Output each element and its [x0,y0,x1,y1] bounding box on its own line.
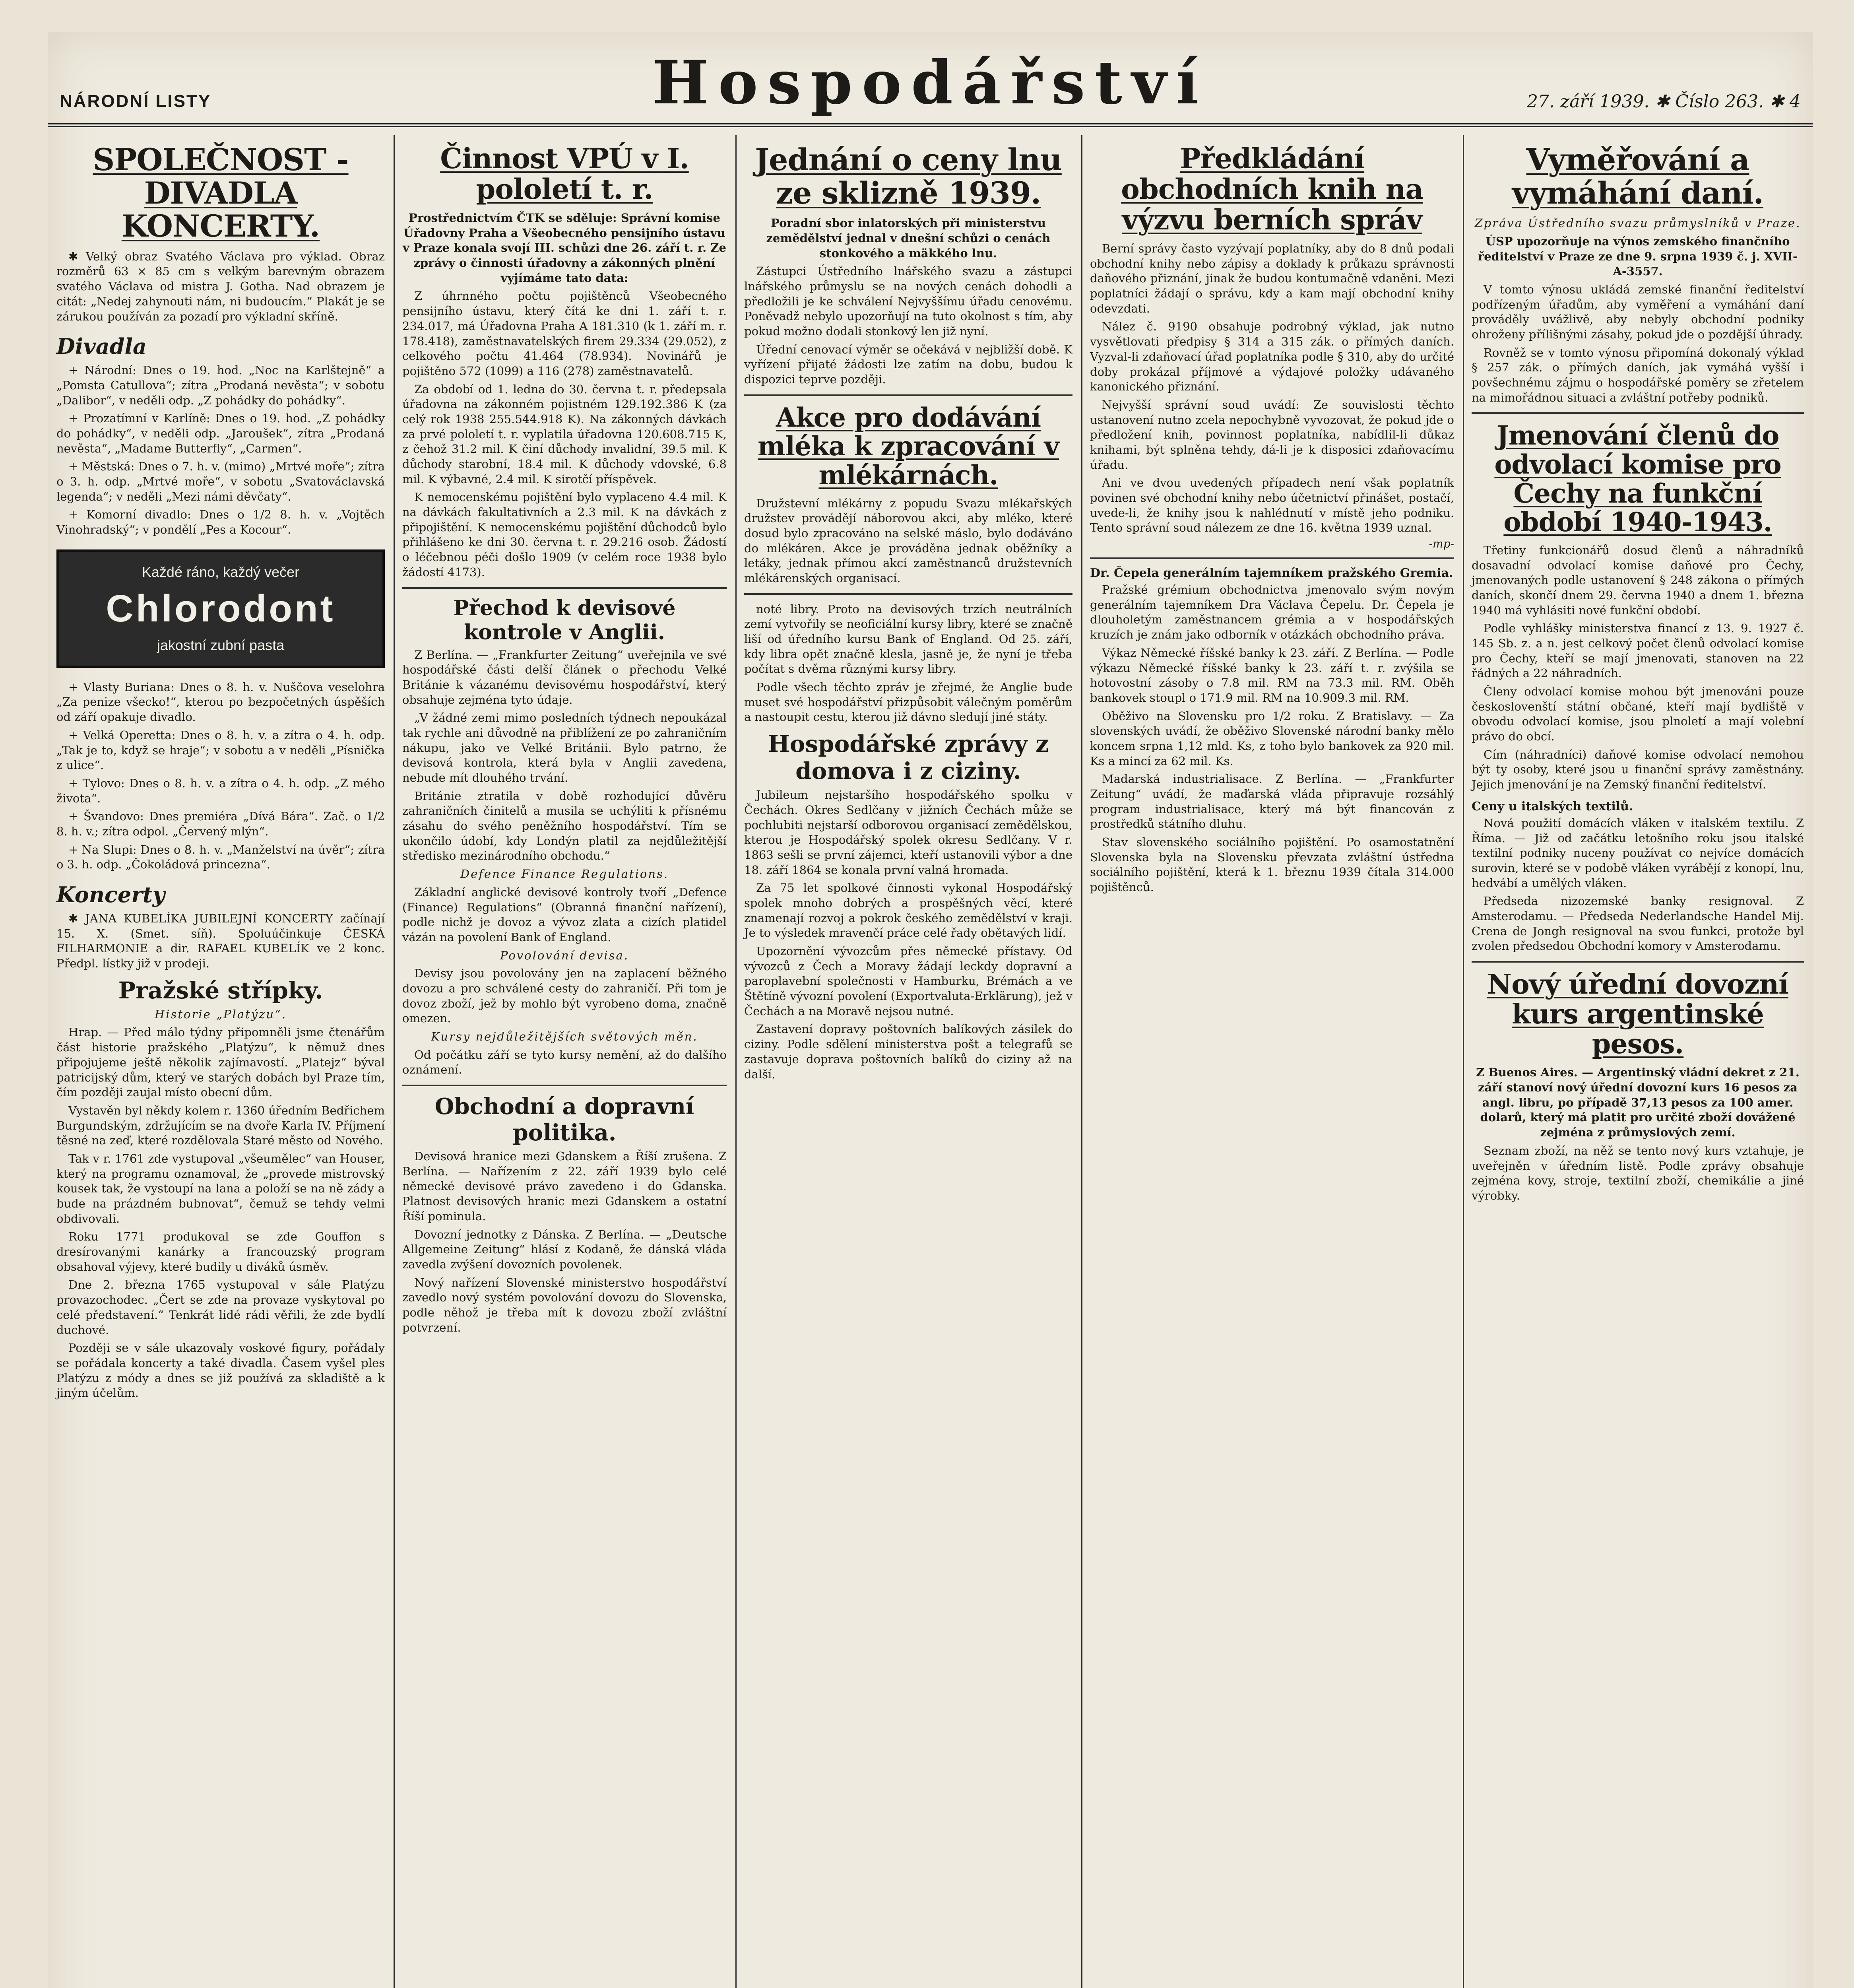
article-paragraph: Členy odvolací komise mohou být jmenováni pouze českoslovenští státní občané, kteří mají bydliště v obvodu odvolací komise, jsou plnoletí a mají volební právo do obcí. [1472,685,1804,744]
subhead-cepela: Dr. Čepela generálním tajemníkem pražského Gremia. [1090,566,1453,580]
article-paragraph: Berní správy často vyzývají poplatníky, aby do 8 dnů podali obchodní knihy nebo zápisy a doklady k průkazu správnosti daňového přiznání, jinak že budou kontumačně vdaněni. Mezi poplatníci žádají o správu, kdy a kam mají obchodní knihy odevzdati. [1090,242,1454,315]
article-paragraph: Rovněž se v tomto výnosu připomíná dokonalý výklad § 257 zák. o přímých daních, jak vymáhá vyšší i povšechnému zájmu o hospodářské poměry se zřetelem na mimořádnou situaci a zvláštní potřeby podniků. [1472,346,1804,404]
subhead-textiles: Ceny u italských textilů. [1472,799,1633,813]
article-paragraph: V tomto výnosu ukládá zemské finanční ředitelství podřízeným úřadům, aby vyměření a vymáhání daní prováděly uvážlivě, aby nebyly obchodní podniky ohroženy přílišnými zásahy, pokud jde o pozdější úhrady. [1472,282,1804,341]
column-society [48,139,394,1988]
headline-ledgers: Předkládání obchodních knih na výzvu berních správ [1121,142,1423,236]
article-paragraph: + Vlasty Buriana: Dnes o 8. h. v. Nuščova veselohra „Za penize všecko!“, kterou po bezpočetných úspěších od září opakuje divadlo. [56,680,385,724]
article-paragraph: Základní anglické devisové kontroly tvoří „Defence (Finance) Regulations“ (Obranná finanční nařízení), podle nichž je dovoz a vývoz zlata a cizích platidel vázán na povolení Bank of England. [402,885,727,944]
article-paragraph: Nález č. 9190 obsahuje podrobný výklad, jak nutno vysvětlovati předpisy § 314 a 315 zák. o přímých daních. Vyzval-li zdaňovací úřad poplatníka podle § 310, aby do určité doby prokázal příjmové a výdajové položky udávaného kanonického přiznání. [1090,320,1454,394]
article-paragraph: Nejvyšší správní soud uvádí: Ze souvislosti těchto ustanovení nutno zcela nepochybně vyvozovat, že pokud jde o předložení knih, povinnost poplatníka, nabídlil-li důkaz knihami, být splněna tehdy, dá-li je k disposici zdaňovacímu úřadu. [1090,398,1454,472]
article-paragraph: Podle vyhlášky ministerstva financí z 13. 9. 1927 č. 145 Sb. z. a n. jest celkový počet členů odvolací komise pro Čechy, kteří se mají jmenovati, stanoven na 22 řádných a 22 náhradních. [1472,621,1804,680]
headline-appointments: Jmenování členů do odvolací komise pro Čechy na funkční období 1940-1943. [1494,420,1781,538]
article-paragraph: Pražské grémium obchodnictva jmenovalo svým novým generálním tajemníkem Dra Václava Čepelu. Dr. Čepela je dlouholetým zaměstnancem grémia a v hospodářských kruzích je znám jako odborník v otázkách obchodního práva. [1090,583,1454,642]
article-paragraph: Za 75 let spolkové činnosti vykonal Hospodářský spolek mnoho dobrých a prospěšných věcí, které znamenají rozvoj a pokrok českého zemědělství v kraji. Je to výsledek mravenčí práce celé řady obětavých lidí. [744,881,1072,940]
chlorodont-advert [56,549,385,668]
article-paragraph: ✱ JANA KUBELÍKA JUBILEJNÍ KONCERTY začínají 15. X. (Smet. síň). Spoluúčinkuje ČESKÁ FILHARMONIE a dir. RAFAEL KUBELÍK ve 2 konc. Předpl. lístky již v prodeji. [56,912,385,971]
article-paragraph: Zastavení dopravy poštovních balíkových zásilek do ciziny. Podle sdělení ministerstva pošt a telegrafů se zastavuje doprava poštovních balíků do ciziny až na další. [744,1022,1072,1081]
article-paragraph: Dne 2. března 1765 vystupoval v sále Platýzu provazochodec. „Čert se zde na provaze vyskytoval po celé představení.“ Tenkrát lidé rádi věřili, že zde bydlí duchové. [56,1278,385,1337]
article-paragraph: + Tylovo: Dnes o 8. h. v. a zítra o 4. h. odp. „Z mého života“. [56,776,385,805]
article-paragraph: Třetiny funkcionářů dosud členů a náhradníků dosavadní odvolací komise daňové pro Čechy, jmenovaných podle ustanovení § 248 zákona o přímých daních, skončí dnem 29. června 1940 a dnem 1. března 1940 má vyhlásiti nové funkční období. [1472,543,1804,617]
section-divider [402,587,727,589]
article-paragraph: Z Berlína. — „Frankfurter Zeitung“ uveřejnila ve své hospodářské části delší článek o přechodu Velké Británie k vázanému devisovému hospodářství, který obsahuje zejména tyto údaje. [402,648,727,707]
article-paragraph: Devisová hranice mezi Gdanskem a Říší zrušena. Z Berlína. — Nařízením z 22. září 1939 bylo celé německé devisové právo zavedeno i do Gdanska. Platnost devisových hranic mezi Gdanskem a ostatní Říší pominula. [402,1149,727,1223]
article-paragraph: Od počátku září se tyto kursy nemění, až do dalšího oznámení. [402,1048,727,1077]
author-signature: -mp- [1429,537,1454,551]
masthead [48,32,1813,127]
column-vpu [394,139,735,1988]
subhead-defence: Defence Finance Regulations. [460,867,669,881]
article-paragraph: Roku 1771 produkoval se zde Gouffon s dresírovanými kanárky a francouzský program obsahoval výjevy, které budily u diváků úsměv. [56,1230,385,1274]
headline-economic-news: Hospodářské zprávy z domova i z ciziny. [768,730,1049,785]
article-paragraph: noté libry. Proto na devisových trzích neutrálních zemí vytvořily se neoficiální kursy libry, které se značně liší od úředního kursu Bank of England. Od 25. září, kdy libra opět značně klesla, jasně je, že nyní je třeba počítat s dvěma různými kursy libry. [744,602,1072,676]
article-paragraph: Z úhrnného počtu pojištěnců Všeobecného pensijního ústavu, který čítá ke dni 1. září t. r. 234.017, má Úřadovna Praha A 181.310 (k 1. září m. r. 178.418), zaměstnavatelských firem 29.334 (29.052), z celkového počtu 41.464 (78.934). Novinářů je pojištěno 572 (1099) a 116 (278) zaměstnavatelů. [402,289,727,378]
headline-vpu: Činnost VPÚ v I. pololetí t. r. [440,142,689,206]
subhead-theatres: Divadla [56,334,147,359]
article-paragraph: Předseda nizozemské banky resignoval. Z Amsterodamu. — Předseda Nederlandsche Handel Mij. Crena de Jongh resignoval na svou funkci, protože byl zvolen předsedou Obchodní komory v Amsterodamu. [1472,894,1804,953]
article-paragraph: Ani ve dvou uvedených případech není však poplatník povinen své obchodní knihy nebo účetnictví přinášet, postačí, uvede-li, že knihy jsou k nahlédnutí v místě jeho podniku. Tento správní soud nálezem ze dne 16. května 1939 uznal. [1090,476,1454,535]
article-paragraph: + Národní: Dnes o 19. hod. „Noc na Karlštejně“ a „Pomsta Catullova“; zítra „Prodaná nevěsta“; v sobotu „Dalibor“, v neděli odp. „Z pohádky do pohádky“. [56,363,385,407]
article-paragraph: Družstevní mlékárny z popudu Svazu mlékařských družstev provádějí náborovou akci, aby mléko, které dosud bylo zpracováno na selské máslo, bylo dodáváno do mlékáren. Akce je prováděna jednak oběžníky a letáky, jednak přímou akcí zaměstnanců družstevních mlékárenských organisací. [744,496,1072,585]
headline-trade-policy: Obchodní a dopravní politika. [434,1093,694,1146]
ad-tagline: Každé ráno, každý večer [142,563,300,580]
column-flax [735,139,1081,1988]
article-paragraph: Dovozní jednotky z Dánska. Z Berlína. — „Deutsche Allgemeine Zeitung“ hlásí z Kodaně, že dánská vláda zavedla zvýšení dovozních povolenek. [402,1227,727,1271]
issue-info: 27. září 1939. ✱ Číslo 263. ✱ 4 [1527,91,1801,112]
section-divider [1090,557,1454,559]
article-lead: ÚSP upozorňuje na výnos zemského finančního ředitelství v Praze ze dne 9. srpna 1939 č. j. XVII-A-3557. [1478,234,1798,278]
article-lead: Z Buenos Aires. — Argentinský vládní dekret z 21. září stanoví nový úřední dovozní kurs 16 pesos za angl. libru, po případě 37,13 pesos za 100 amer. dolarů, který má platit pro určité zboží dovážené zejména z průmyslových zemí. [1476,1066,1800,1140]
headline-prague-shards: Pražské střípky. [118,977,323,1004]
article-paragraph: Stav slovenského sociálního pojištění. Po osamostatnění Slovenska byla na Slovensku převzata zvláštní ústředna sociálního pojištění, která k 1. březnu 1939 čítala 314.000 pojištěnců. [1090,835,1454,894]
article-paragraph: + Prozatímní v Karlíně: Dnes o 19. hod. „Z pohádky do pohádky“, v neděli odp. „Jaroušek“, zítra „Prodaná nevěsta“, „Madame Butterfly“, „Carmen“. [56,412,385,455]
section-divider [744,593,1072,595]
subhead-usp: Zpráva Ústředního svazu průmyslníků v Praze. [1474,216,1801,230]
article-paragraph: Upozornění vývozcům přes německé přístavy. Od vývozců z Čech a Moravy žádají leckdy dopravní a paroplavební společnosti v Hamburku, Brémách a ve Štětíně vývozní povolení (Exportvaluta-Erklärung), jež v Čechách a na Moravě nejsou nutné. [744,944,1072,1018]
subhead-rates: Kursy nejdůležitějších světových měn. [431,1030,698,1043]
article-paragraph: + Švandovo: Dnes premiéra „Dívá Bára“. Zač. o 1/2 8. h. v.; zítra odpol. „Červený mlýn“. [56,810,385,838]
headline-flax-prices: Jednání o ceny lnu ze sklizně 1939. [755,142,1062,211]
article-paragraph: Později se v sále ukazovaly voskové figury, pořádaly se pořádala koncerty a také divadla. Časem vyšel ples Platýzu z módy a dnes se již používá za skladiště a k jiným účelům. [56,1341,385,1400]
section-divider [1472,412,1804,414]
article-paragraph: Devisy jsou povolovány jen na zaplacení běžného dovozu a pro schválené cesty do zahraničí. Při tom je dovoz zboží, jež by mohlo být vyrobeno doma, značně omezen. [402,967,727,1025]
article-paragraph: Madarská industrialisace. Z Berlína. — „Frankfurter Zeitung“ uvádí, že maďarská vláda připravuje rozsáhlý program industrialisace, který má být financován z prostředků státního dluhu. [1090,772,1454,831]
section-divider [1472,961,1804,963]
headline-england-currency: Přechod k devisové kontrole v Anglii. [453,596,676,645]
article-paragraph: Zástupci Ústředního lnářského svazu a zástupci lnářského průmyslu se na nových cenách dohodli a předložili je ke schválení Nejvyššímu úřadu cenovému. Poněvadž nebylo upozorňují na tuto okolnost s tím, aby pokud možno dodali stonkový len již nyní. [744,264,1072,338]
article-paragraph: Nová použití domácích vláken v italském textilu. Z Říma. — Již od začátku letošního roku jsou italské textilní podniky nuceny používat co nejvíce domácích surovin, které se v podobě vláken vyrábějí z konopí, lnu, hedvábí a umělých vláken. [1472,816,1804,890]
article-paragraph: ✱ Velký obraz Svatého Václava pro výklad. Obraz rozměrů 63 × 85 cm s velkým barevným obrazem svatého Václava od mistra J. Gotha. Nad obrazem je citát: „Nedej zahynouti nám, ni budoucím.“ Plakát je se zárukou používán za pozadí pro výkladní skříně. [56,249,385,323]
article-paragraph: + Na Slupi: Dnes o 8. h. v. „Manželství na úvěr“; zítra o 3. h. odp. „Čokoládová princezna“. [56,843,385,872]
article-paragraph: Za období od 1. ledna do 30. června t. r. předepsala úřadovna na zákonném pojistném 129.192.386 K (za celý rok 1938 255.544.918 K). Na zákonných dávkách za prvé pololetí t. r. vyplatila úřadovna 120.608.715 K, z čehož 31.2 mil. K činí důchody invalidní, 39.5 mil. K důchody starobní, 18.4 mil. K důchody vdovské, 6.8 mil. K výbavné, 2.4 mil. K sirotčí příspěvek. [402,382,727,486]
article-paragraph: K nemocenskému pojištění bylo vyplaceno 4.4 mil. K na dávkách fakultativních a 2.3 mil. K na dávkách z připojištění. K nemocenskému pojištění důchodců bylo přihlášeno ke dni 30. června t. r. 29.216 osob. Žádostí o léčebnou péči došlo 1909 (v celém roce 1938 bylo žádostí 4173). [402,490,727,579]
headline-milk: Akce pro dodávání mléka k zpracování v mlékárnách. [758,402,1059,491]
article-paragraph: Británie ztratila v době rozhodující důvěru zahraničních činitelů a musila se uchýliti k přísnému zásahu do svého peněžního hospodářství. Tím se ukončilo údobí, kdy Londýn platil za nejdůležitější středisko mezinárodního obchodu.“ [402,789,727,863]
article-paragraph: Cím (náhradníci) daňové komise odvolací nemohou být ty osoby, které jsou u finanční správy zaměstnány. Jejich jmenování je na Zemský finanční ředitelství. [1472,747,1804,792]
article-paragraph: + Velká Operetta: Dnes o 8. h. v. a zítra o 4. h. odp. „Tak je to, když se hraje“; v sobotu a v neděli „Písnička z ulice“. [56,728,385,772]
article-paragraph: Podle všech těchto zpráv je zřejmé, že Anglie bude muset své hospodářství přizpůsobit válečným poměrům a nastoupit cestu, kterou již dávno sledují jiné státy. [744,680,1072,724]
subhead-permits: Povolování devisa. [500,948,629,962]
article-paragraph: „V žádné zemi mimo posledních týdnech nepoukázal tak rychle ani důvodně na přiblížení ze po zahraničním nákupu, jako ve Velké Británii. Bylo patrno, že devisová kontrola, která byla v Anglii zavedena, nebude mít dlouhého trvání. [402,711,727,784]
column-books [1081,139,1463,1988]
section-divider [744,394,1072,396]
ad-brand: Chlorodont [106,587,336,630]
headline-society: SPOLEČNOST - DIVADLA KONCERTY. [93,142,349,244]
article-paragraph: Výkaz Německé říšské banky k 23. září. Z Berlína. — Podle výkazu Německé říšské banky k 23. září t. r. zvýšila se hotovostní zásoby o 7.8 mil. RM na 73.3 mil. RM. Oběh bankovek stoupl o 171.9 mil. RM na 10.909.3 mil. RM. [1090,646,1454,705]
subhead-platyz: Historie „Platýzu“. [154,1007,287,1021]
article-paragraph: Nový nařízení Slovenské ministerstvo hospodářství zavedlo nový systém povolování dovozu do Slovenska, podle něhož je třeba mít k dovozu zboží zvláštní potvrzení. [402,1276,727,1334]
headline-taxes: Vyměřování a vymáhání daní. [1512,142,1764,211]
article-paragraph: Hrap. — Před málo týdny připomněli jsme čtenářům část historie pražského „Platýzu“, k němuž dnes připojujeme ještě několik zajímavostí. „Platejz“ býval patricijský dům, který ve starých dobách byl Praze tím, čím později zaujal místo obecní dům. [56,1025,385,1099]
ad-product: jakostní zubní pasta [157,637,285,653]
article-paragraph: Oběživo na Slovensku pro 1/2 roku. Z Bratislavy. — Za slovenských uvádí, že oběživo Slovenské národní banky mělo koncem srpna 1,12 mld. Ks, z toho bylo bankovek za 920 mil. Ks a mincí za 62 mil. Ks. [1090,709,1454,768]
headline-argentine-peso: Nový úřední dovozní kurs argentinské pesos. [1487,969,1788,1060]
article-paragraph: Seznam zboží, na něž se tento nový kurs vztahuje, je uveřejněn v úředním listě. Podle zprávy obsahuje zejména kovy, stroje, textilní zboží, chemikálie a jiné výrobky. [1472,1143,1804,1202]
section-divider [402,1085,727,1086]
article-lead: Poradní sbor inlatorských při ministerstvu zemědělství jednal v dnešní schůzi o cenách stonkového a mäkkého lnu. [766,216,1051,260]
article-paragraph: Úřední cenovací výměr se očekává v nejbližší době. K vyřízení přijaté žádosti lze zatím na dobu, budou k dispozici teprve později. [744,342,1072,386]
article-paragraph: Vystavěn byl někdy kolem r. 1360 úředním Bedřichem Burgundským, zdržujícím se na dvoře Karla IV. Příjmení těsné na zeď, které rozdělovala Staré město od Nového. [56,1103,385,1147]
article-paragraph: + Komorní divadlo: Dnes o 1/2 8. h. v. „Vojtěch Vinohradský“; v pondělí „Pes a Kocour“. [56,508,385,537]
newspaper-page [48,32,1813,1988]
article-paragraph: + Městská: Dnes o 7. h. v. (mimo) „Mrtvé moře“; zítra o 3. h. odp. „Mrtvé moře“, v sobotu „Svatováclavská legenda“; v neděli „Mezi námi děvčaty“. [56,460,385,503]
column-taxes [1463,139,1813,1988]
article-paragraph: Jubileum nejstaršího hospodářského spolku v Čechách. Okres Sedlčany v jižních Čechách může se pochlubiti nejstarší odborovou organisací zemědělskou, kterou je Hospodářský spolek okresu Sedlčany. V r. 1863 sešli se první zájemci, kteří ustanovili výbor a dne 18. září 1864 se konala první valná hromada. [744,788,1072,877]
paper-name: NÁRODNÍ LISTY [60,91,211,111]
section-title: Hospodářství [652,48,1208,118]
article-lead: Prostřednictvím ČTK se sděluje: Správní komise Úřadovny Praha a Všeobecného pensijního ústavu v Praze konala svojí III. schůzi dne 26. září t. r. Ze zprávy o činnosti úřadovny a zákonných plnění vyjímáme tato data: [403,211,726,285]
article-paragraph: Tak v r. 1761 zde vystupoval „všeumělec“ van Houser, který na programu oznamoval, že „provede mistrovský kousek tak, že vystoupí na lana a položí se na ně zády a bude na prázdném bubnovat“, čemuž se tehdy velmi obdivovali. [56,1151,385,1225]
subhead-concerts: Koncerty [56,882,165,908]
